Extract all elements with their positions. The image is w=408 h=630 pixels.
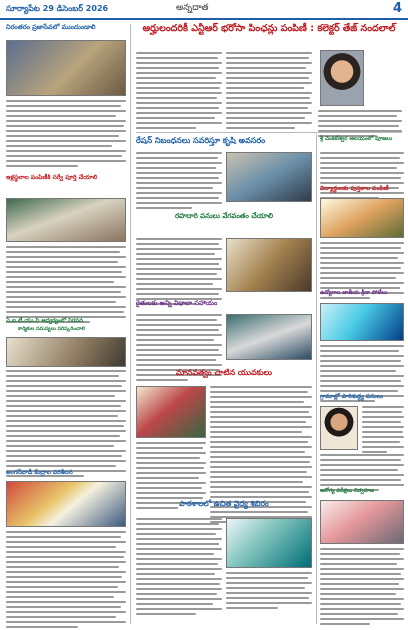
left-small-photo: [6, 337, 126, 367]
mid-2-headline: రహదారి పనులు వేగవంతం చేయాలి: [174, 212, 274, 220]
lead-divider: [136, 132, 402, 133]
left-top-photo: [6, 40, 126, 96]
mid-1-headline: రేషన్ నిబంధనలు సవరిస్తూ కృషి అవసరం: [136, 136, 266, 145]
mid-5-article-cont: [226, 572, 312, 612]
mid-2-article: [136, 238, 222, 308]
left-top-article: [6, 100, 126, 170]
column-divider-left: [130, 24, 131, 624]
mid-5-headline: పాఠశాలలో ఉచిత వైద్య శిబిరం: [179, 499, 269, 508]
right-3-photo: [320, 303, 404, 341]
left-top-headline: నిరంతరం ప్రజాసేవలో ముందుండాలి: [6, 23, 96, 31]
mid-3-headline: రైతులకు అన్ని విధాలా సహాయం: [136, 299, 218, 307]
left-small-subheadline: కార్మికుల సమస్యలు పరిష్కరించాలి: [18, 326, 86, 332]
column-divider-right: [316, 134, 317, 624]
right-3-headline: ఉద్యోగాల జాతీయ క్రీడా పోటీలు: [320, 290, 388, 296]
right-2-photo: [320, 198, 404, 238]
mid-1-article: [136, 152, 222, 212]
left-mid-photo: [6, 198, 126, 242]
left-small-article: [6, 370, 126, 480]
mid-5-photo: [226, 518, 312, 568]
right-5-article: [320, 548, 404, 628]
left-bottom-headline: అంగన్‌వాడీ కేంద్రాల పరిశీలన: [6, 469, 73, 476]
issue-date: సూర్యాపేట 29 డిసెంబర్ 2026: [6, 4, 109, 13]
lead-portrait-photo: [320, 50, 364, 106]
lead-headline: అర్హులందరికీ ఎన్టీఆర్ భరోసా పింఛన్లు పంపిణీ : కలెక్టర్ తేజ్ నందలాల్: [142, 23, 396, 34]
left-mid-headline: ఇళ్లస్థలాల పంపిణీకి సర్వే పూర్తి చేయాలి: [6, 174, 98, 181]
page-header: [0, 0, 408, 20]
mid-2-photo: [226, 238, 312, 292]
right-4-photo: [320, 406, 358, 450]
mid-3-photo: [226, 314, 312, 360]
mid-4-headline: మానవత్వం చాటిన యువకులు: [175, 368, 273, 377]
left-mid-article: [6, 246, 126, 326]
right-1-article: [320, 152, 404, 202]
page-number: 4: [392, 1, 402, 16]
mid-4-photo: [136, 386, 206, 438]
right-2-headline: విద్యార్థులకు పుస్తకాల పంపిణీ: [320, 185, 389, 192]
right-4-article: [362, 406, 404, 456]
mid-1-photo: [226, 152, 312, 202]
right-5-headline: ఆరోగ్య పరీక్షలు నిర్వహణ: [320, 488, 375, 494]
left-small-headline: ఏ.ఐ.టీ.యు.సి ఆధ్వర్యంలో నిరసన: [6, 318, 83, 324]
masthead: అన్నదాత: [176, 3, 209, 13]
right-5-photo: [320, 500, 404, 544]
lead-article-col1: [136, 52, 222, 132]
right-1-headline: శ్రీ వెంకటేశ్వర ఆలయంలో పూజలు: [320, 136, 393, 142]
left-bottom-photo: [6, 481, 126, 527]
right-4-headline: గ్రామాల్లో పారిశుద్ధ్య పనులు: [320, 393, 384, 400]
lead-article-col2: [226, 52, 312, 132]
mid-5-article: [136, 518, 222, 618]
left-bottom-article: [6, 531, 126, 630]
